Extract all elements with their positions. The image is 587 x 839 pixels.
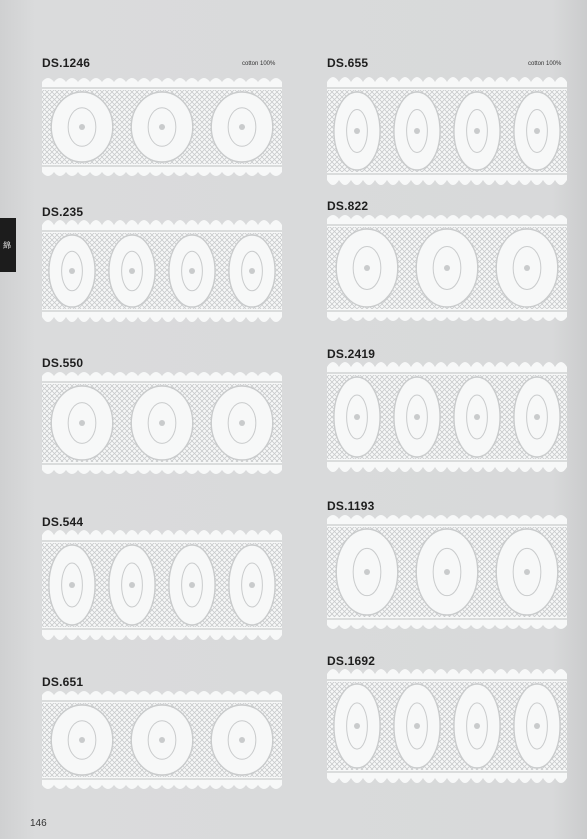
lace-sample xyxy=(42,366,282,480)
lace-sample xyxy=(42,685,282,795)
lace-pattern xyxy=(42,525,282,645)
lace-pattern xyxy=(327,509,567,635)
lace-pattern xyxy=(42,366,282,480)
material-label: cotton 100% xyxy=(242,61,276,67)
product-code: DS.651 xyxy=(42,675,84,689)
product-code: DS.1193 xyxy=(327,499,375,513)
lace-sample xyxy=(327,72,567,190)
product-code: DS.235 xyxy=(42,205,84,219)
product-code: DS.544 xyxy=(42,515,84,529)
lace-pattern xyxy=(327,357,567,477)
page-number: 146 xyxy=(30,818,47,829)
lace-sample xyxy=(327,509,567,635)
product-code: DS.550 xyxy=(42,356,84,370)
lace-sample xyxy=(327,357,567,477)
product-code: DS.1692 xyxy=(327,654,376,668)
material-label: cotton 100% xyxy=(528,61,562,67)
category-tab-label: 綿 xyxy=(3,241,11,250)
lace-pattern xyxy=(327,72,567,190)
lace-sample xyxy=(327,664,567,788)
product-code: DS.2419 xyxy=(327,347,376,361)
lace-pattern xyxy=(42,72,282,182)
product-code: DS.655 xyxy=(327,56,369,70)
lace-pattern xyxy=(42,685,282,795)
lace-sample xyxy=(42,72,282,182)
product-code: DS.822 xyxy=(327,199,369,213)
lace-sample xyxy=(42,215,282,327)
category-tab xyxy=(0,218,16,272)
lace-sample xyxy=(327,209,567,327)
product-code: DS.1246 xyxy=(42,56,91,70)
lace-pattern xyxy=(42,215,282,327)
lace-pattern xyxy=(327,209,567,327)
lace-sample xyxy=(42,525,282,645)
lace-pattern xyxy=(327,664,567,788)
